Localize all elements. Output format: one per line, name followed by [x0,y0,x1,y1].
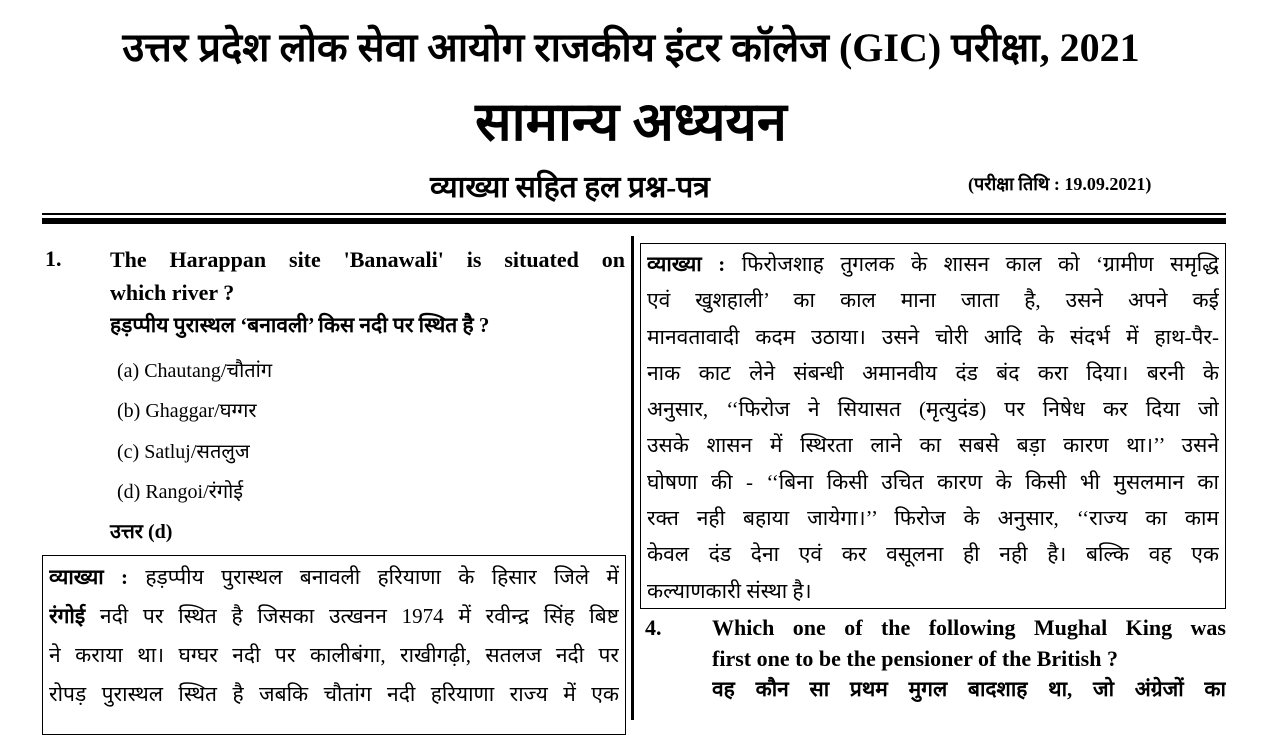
explanation-line: नाक काट लेने संबन्धी अमानवीय दंड बंद करा दिया। बरनी के [647,360,1219,385]
question-4-text [712,612,1226,705]
exam-date: (परीक्षा तिथि : 19.09.2021) [968,174,1152,194]
explanation-line: कल्याणकारी संस्था है। [647,578,812,603]
option-c: (c) Satluj/सतलुज [117,441,250,463]
answer: उत्तर (d) [110,521,173,543]
explanation-box-1 [42,555,626,735]
explanation-line: फिरोजशाह तुगलक के शासन काल को ‘ग्रामीण समृद्धि [725,252,1219,276]
subtitle: व्याख्या सहित हल प्रश्न-पत्र [430,171,710,204]
question-1-number: 1. [45,246,62,271]
explanation-label: व्याख्या : [49,565,129,589]
explanation-line: अनुसार, ‘‘फिरोज ने सियासत (मृत्युदंड) पर निषेध कर दिया जो [647,397,1219,422]
explanation-line: हड़प्पीय पुरास्थल बनावली हरियाणा के हिसार जिले में [128,565,619,589]
column-divider [631,236,634,720]
explanation-line: केवल दंड देना एवं कर वसूलना ही नही है। बल्कि वह एक [647,542,1219,567]
option-b: (b) Ghaggar/घग्गर [117,400,257,422]
question-1-text [110,243,625,342]
question-1-hindi: हड़प्पीय पुरास्थल ‘बनावली’ किस नदी पर स्थित है ? [110,313,490,337]
question-1-english-line: which river ? [110,280,235,305]
exam-title: उत्तर प्रदेश लोक सेवा आयोग राजकीय इंटर कॉलेज (GIC) परीक्षा, 2021 [122,25,1140,70]
explanation-box-3 [640,243,1226,609]
option-a: (a) Chautang/चौतांग [117,360,273,382]
question-4-hindi: वह कौन सा प्रथम मुगल बादशाह था, जो अंग्रेजों का [712,677,1226,701]
header-rule-thick [42,218,1226,224]
explanation-line: ने कराया था। घग्घर नदी पर कालीबंगा, राखीगढ़ी, सतलज नदी पर [49,643,619,667]
option-d: (d) Rangoi/रंगोई [117,481,244,503]
question-4-english-line: first one to be the pensioner of the British ? [712,646,1118,671]
explanation-line: उसके शासन में स्थिरता लाने का सबसे बड़ा कारण था।’’ उसने [647,433,1219,458]
explanation-line: एवं खुशहाली’ का काल माना जाता है, उसने अपने कई [647,288,1219,313]
explanation-bold-word: रंगोई [49,604,86,628]
question-1-english-line: The Harappan site 'Banawali' is situated on [110,247,625,272]
explanation-line: रक्त नही बहाया जायेगा।’’ फिरोज के अनुसार, ‘‘राज्य का काम [647,506,1219,531]
explanation-line: घोषणा की - ‘‘बिना किसी उचित कारण के किसी भी मुसलमान का [647,469,1219,494]
subject-title: सामान्य अध्ययन [475,92,787,152]
explanation-label: व्याख्या : [647,252,726,276]
header-rule-thin [42,213,1226,215]
explanation-line: रोपड़ पुरास्थल स्थित है जबकि चौतांग नदी हरियाणा राज्य में एक [49,682,619,706]
explanation-line: मानवतावादी कदम उठाया। उसने चोरी आदि के संदर्भ में हाथ-पैर- [647,324,1219,349]
question-4-number: 4. [645,615,662,640]
explanation-line: नदी पर स्थित है जिसका उत्खनन 1974 में रवीन्द्र सिंह बिष्ट [85,604,619,628]
question-4-english-line: Which one of the following Mughal King was [712,615,1226,640]
